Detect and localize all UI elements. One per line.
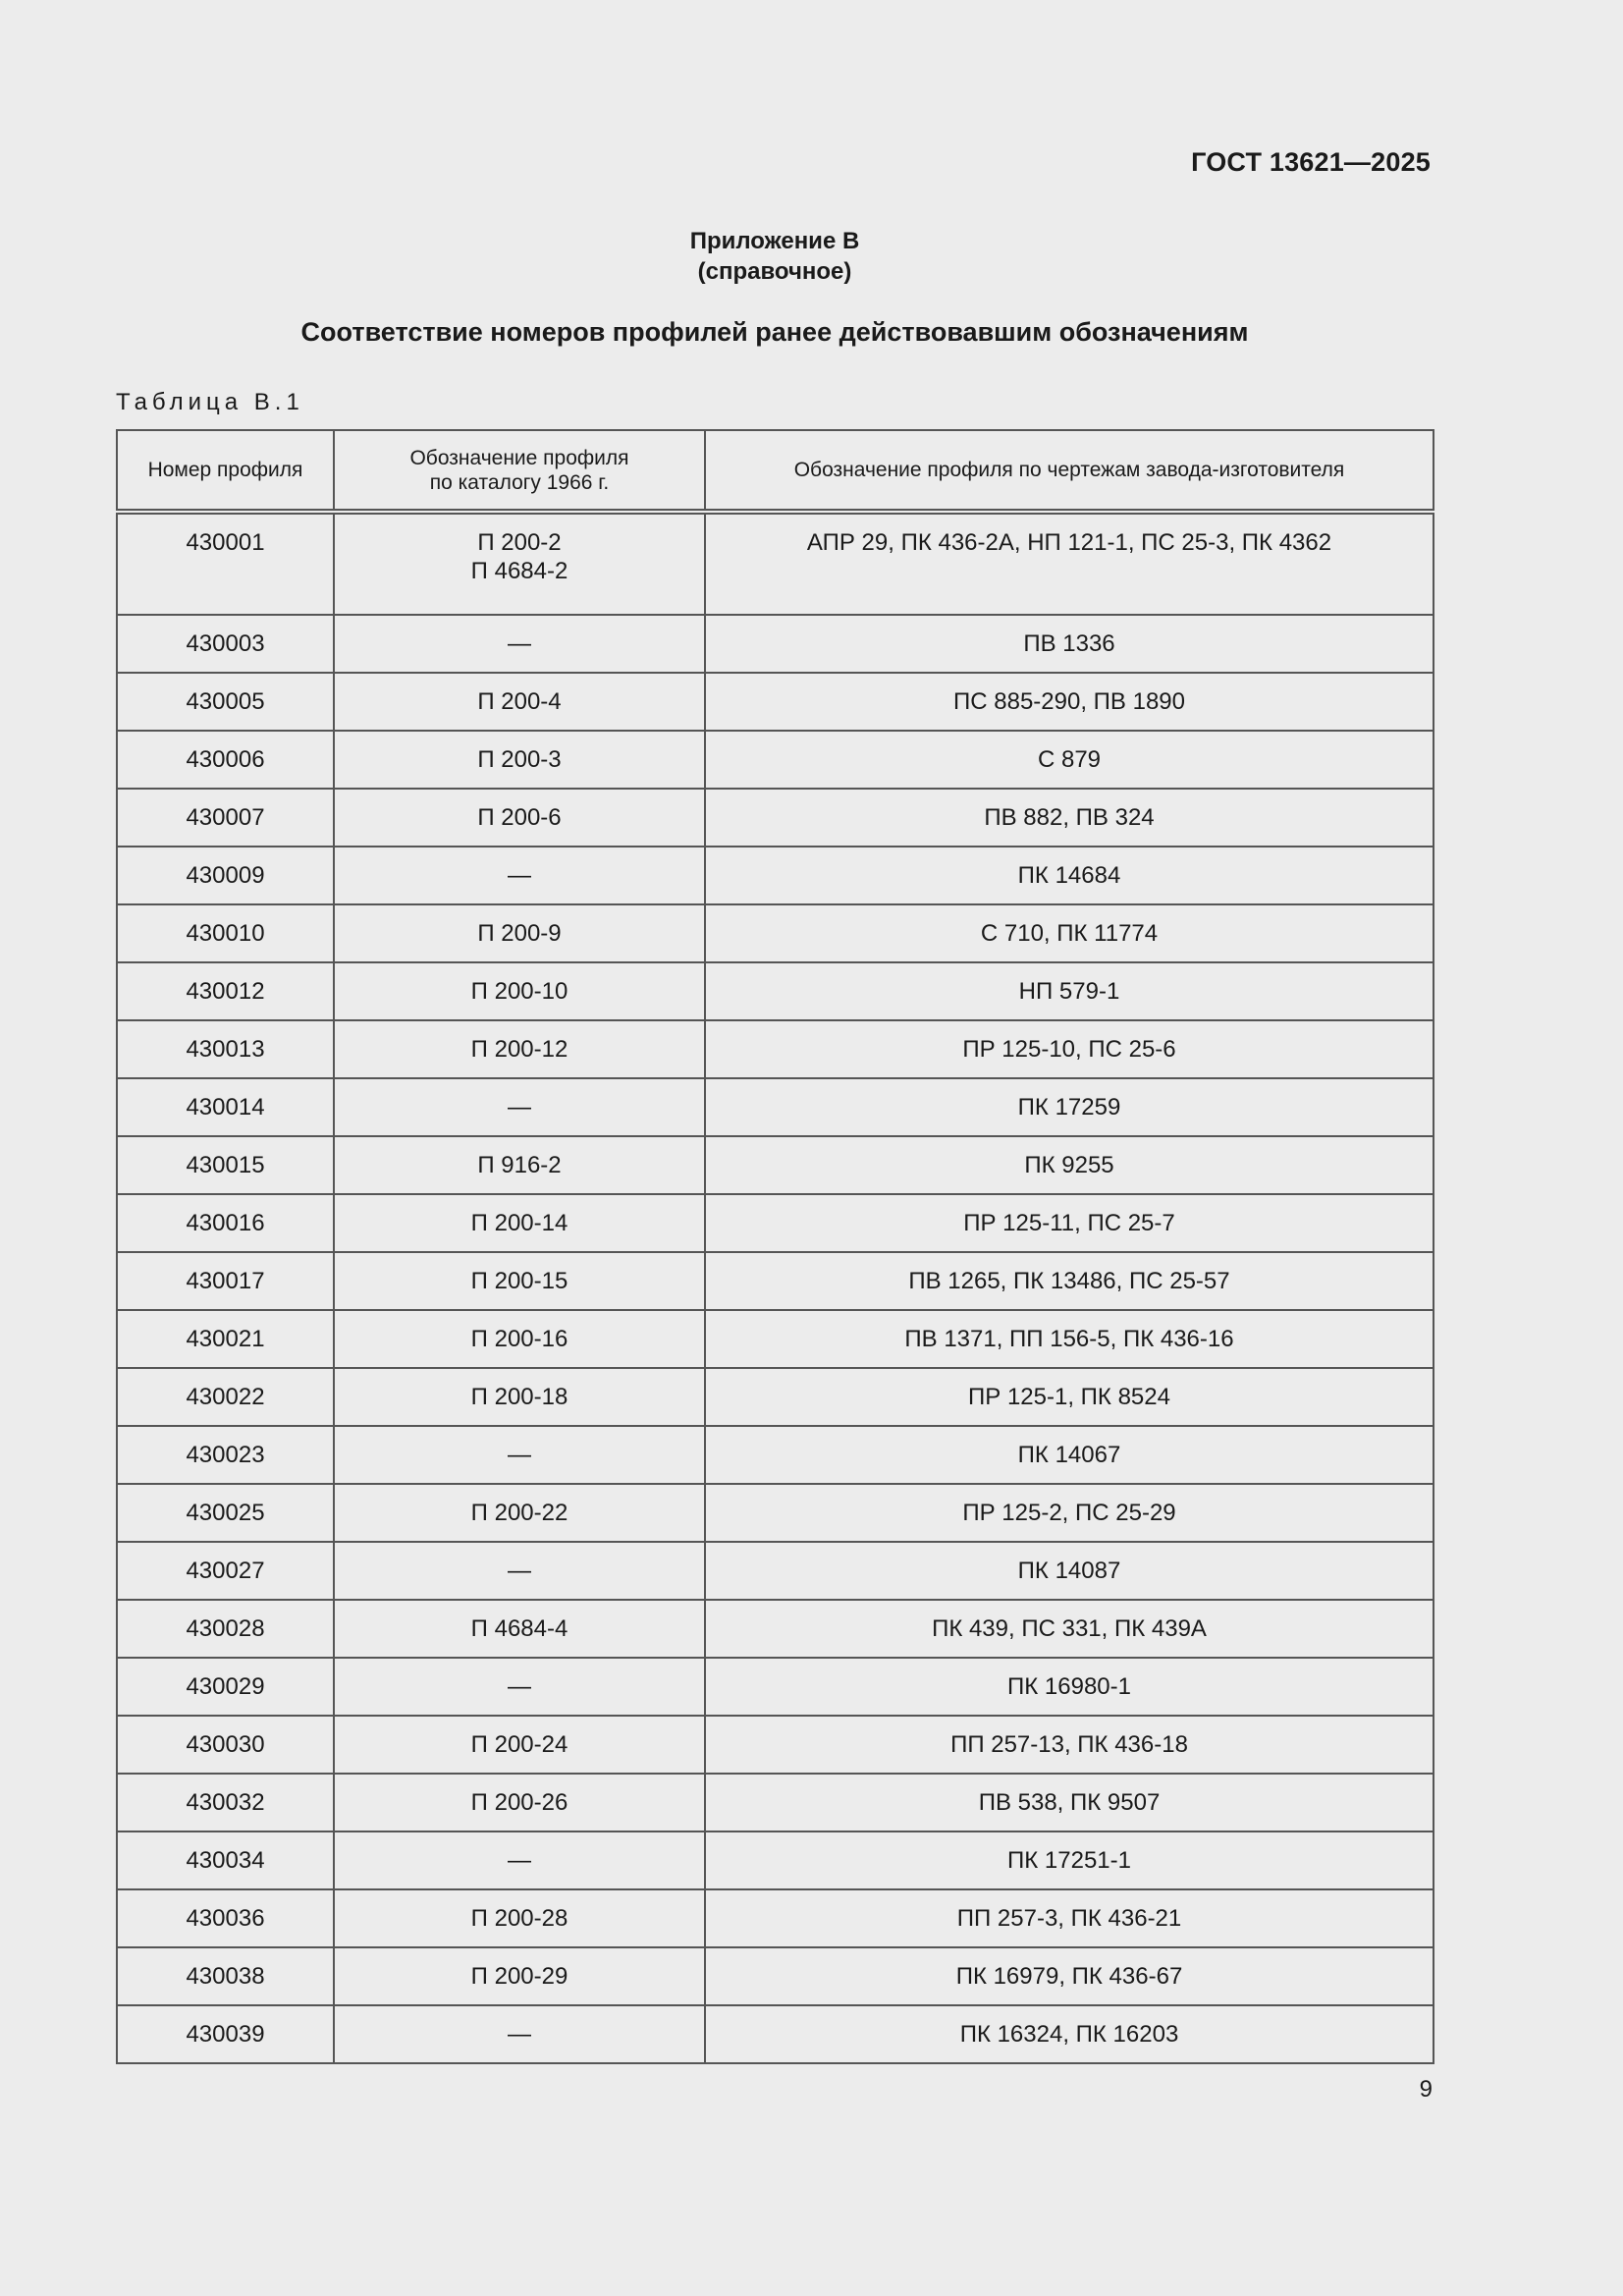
table-row (117, 615, 1434, 673)
table-cell: 430009 (117, 847, 334, 904)
table-cell: П 200-16 (334, 1310, 705, 1368)
table-cell: 430039 (117, 2005, 334, 2063)
table-cell: П 200-28 (334, 1889, 705, 1947)
table-row (117, 1774, 1434, 1831)
table-cell: 430006 (117, 731, 334, 789)
table-cell: С 879 (705, 731, 1434, 789)
table-cell: 430010 (117, 904, 334, 962)
appendix-title: Приложение В (689, 228, 860, 254)
table-cell: П 200-18 (334, 1368, 705, 1426)
table-body (117, 512, 1434, 2063)
table-cell: 430036 (117, 1889, 334, 1947)
table-cell: — (334, 1542, 705, 1600)
table-cell: П 200-9 (334, 904, 705, 962)
table-cell: 430029 (117, 1658, 334, 1716)
document-code: ГОСТ 13621—2025 (1191, 147, 1431, 177)
table-row (117, 2005, 1434, 2063)
table-cell: П 200-12 (334, 1020, 705, 1078)
table-header-row (117, 430, 1434, 512)
table-cell: ПК 14684 (705, 847, 1434, 904)
table-cell: — (334, 2005, 705, 2063)
table-cell: 430014 (117, 1078, 334, 1136)
column-header: Обозначение профиля по каталогу 1966 г. (334, 430, 705, 512)
table-row (117, 1716, 1434, 1774)
table-cell: П 200-3 (334, 731, 705, 789)
table-cell: — (334, 1426, 705, 1484)
page-number: 9 (1419, 2076, 1433, 2103)
table-cell: 430034 (117, 1831, 334, 1889)
profiles-table (116, 429, 1434, 2064)
table-cell: ПК 439, ПС 331, ПК 439А (705, 1600, 1434, 1658)
table-row (117, 789, 1434, 847)
appendix-heading (0, 226, 1549, 287)
table-cell: ПВ 882, ПВ 324 (705, 789, 1434, 847)
table-row (117, 1194, 1434, 1252)
table-cell: П 200-6 (334, 789, 705, 847)
table-cell: ПП 257-3, ПК 436-21 (705, 1889, 1434, 1947)
table-cell: 430025 (117, 1484, 334, 1542)
table-cell: П 200-26 (334, 1774, 705, 1831)
table-row (117, 1831, 1434, 1889)
table-row (117, 731, 1434, 789)
table-cell: — (334, 1078, 705, 1136)
table-cell: ПР 125-10, ПС 25-6 (705, 1020, 1434, 1078)
table-cell: ПК 14087 (705, 1542, 1434, 1600)
table-row (117, 1310, 1434, 1368)
table-cell: ПР 125-1, ПК 8524 (705, 1368, 1434, 1426)
table-cell: ПК 17251-1 (705, 1831, 1434, 1889)
table-cell: — (334, 847, 705, 904)
table-cell: ПВ 1265, ПК 13486, ПС 25-57 (705, 1252, 1434, 1310)
table-row (117, 1136, 1434, 1194)
table-cell: П 200-29 (334, 1947, 705, 2005)
table-row (117, 847, 1434, 904)
table-cell: — (334, 615, 705, 673)
table-cell: П 200-10 (334, 962, 705, 1020)
table-cell: 430021 (117, 1310, 334, 1368)
table-row (117, 1426, 1434, 1484)
table-cell: 430001 (117, 512, 334, 615)
table-cell: 430030 (117, 1716, 334, 1774)
table-cell: 430005 (117, 673, 334, 731)
table-cell: П 200-4 (334, 673, 705, 731)
table-cell: П 200-15 (334, 1252, 705, 1310)
table-row (117, 1889, 1434, 1947)
table-row (117, 1542, 1434, 1600)
table-cell: ПВ 538, ПК 9507 (705, 1774, 1434, 1831)
table-row (117, 904, 1434, 962)
table-cell: ПК 16324, ПК 16203 (705, 2005, 1434, 2063)
table-cell: ПР 125-2, ПС 25-29 (705, 1484, 1434, 1542)
table-cell: П 916-2 (334, 1136, 705, 1194)
table-cell: 430038 (117, 1947, 334, 2005)
table-cell: ПР 125-11, ПС 25-7 (705, 1194, 1434, 1252)
table-cell: ПК 16979, ПК 436-67 (705, 1947, 1434, 2005)
table-cell: 430027 (117, 1542, 334, 1600)
table-row (117, 1078, 1434, 1136)
table-cell: ПК 14067 (705, 1426, 1434, 1484)
table-cell: 430022 (117, 1368, 334, 1426)
table-cell: 430013 (117, 1020, 334, 1078)
table-cell: П 200-14 (334, 1194, 705, 1252)
table-row (117, 1658, 1434, 1716)
table-row (117, 962, 1434, 1020)
table-row (117, 1947, 1434, 2005)
table-cell: П 4684-4 (334, 1600, 705, 1658)
table-cell: П 200-22 (334, 1484, 705, 1542)
table-cell: 430015 (117, 1136, 334, 1194)
table-cell: 430012 (117, 962, 334, 1020)
table-row (117, 1600, 1434, 1658)
table-cell: 430017 (117, 1252, 334, 1310)
table-cell: ПВ 1371, ПП 156-5, ПК 436-16 (705, 1310, 1434, 1368)
table-row (117, 673, 1434, 731)
table-cell: ПК 9255 (705, 1136, 1434, 1194)
table-row (117, 512, 1434, 615)
table-cell: 430003 (117, 615, 334, 673)
column-header: Обозначение профиля по чертежам завода-изготовителя (705, 430, 1434, 512)
table-cell: ПП 257-13, ПК 436-18 (705, 1716, 1434, 1774)
table-row (117, 1484, 1434, 1542)
table-row (117, 1368, 1434, 1426)
table-cell: П 200-2 П 4684-2 (334, 512, 705, 615)
table-cell: 430023 (117, 1426, 334, 1484)
table-cell: ПК 17259 (705, 1078, 1434, 1136)
table-row (117, 1020, 1434, 1078)
table-cell: 430032 (117, 1774, 334, 1831)
table-cell: ПК 16980-1 (705, 1658, 1434, 1716)
table-cell: ПВ 1336 (705, 615, 1434, 673)
page-title: Соответствие номеров профилей ранее действовавшим обозначениям (300, 317, 1249, 347)
table-cell: 430007 (117, 789, 334, 847)
table-cell: П 200-24 (334, 1716, 705, 1774)
table-cell: АПР 29, ПК 436-2А, НП 121-1, ПС 25-3, ПК 4362 (705, 512, 1434, 615)
table-caption: Таблица В.1 (116, 389, 304, 415)
table-cell: — (334, 1831, 705, 1889)
table-cell: ПС 885-290, ПВ 1890 (705, 673, 1434, 731)
table-cell: С 710, ПК 11774 (705, 904, 1434, 962)
column-header: Номер профиля (117, 430, 334, 512)
appendix-subtitle: (справочное) (697, 258, 852, 285)
table-row (117, 1252, 1434, 1310)
table-cell: 430016 (117, 1194, 334, 1252)
table-cell: 430028 (117, 1600, 334, 1658)
table-cell: — (334, 1658, 705, 1716)
table-cell: НП 579-1 (705, 962, 1434, 1020)
